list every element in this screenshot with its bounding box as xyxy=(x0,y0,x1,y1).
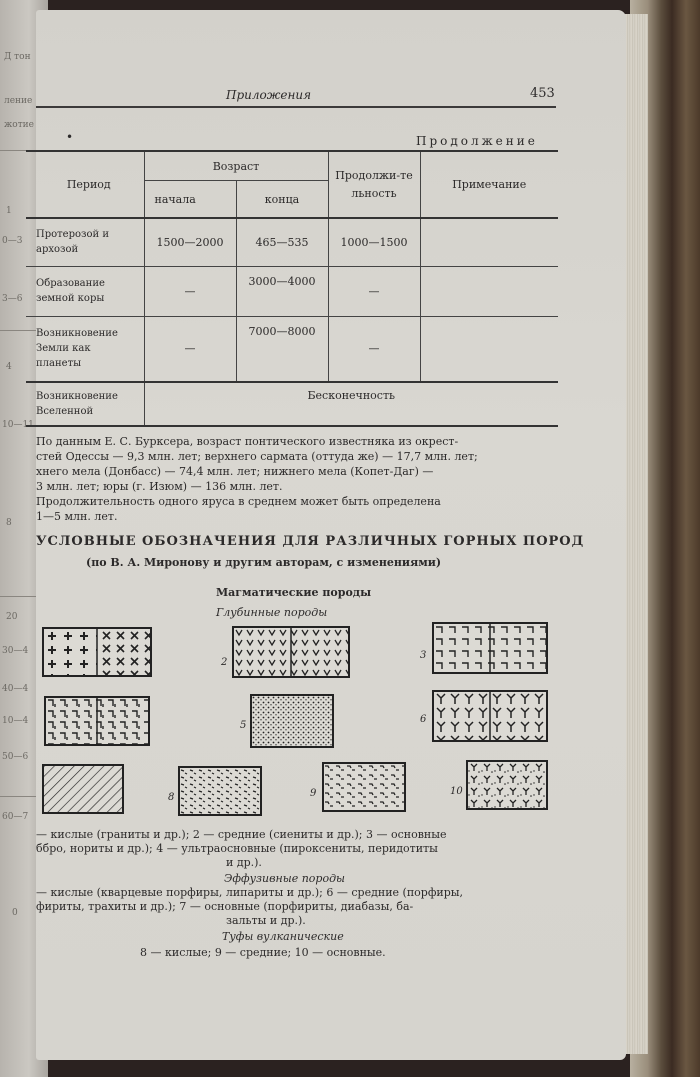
margin-mark: 3—6 xyxy=(2,294,23,304)
margin-rule xyxy=(0,596,38,597)
rock-swatch-gabbro xyxy=(432,622,548,674)
row-duration: — xyxy=(328,266,420,316)
y-dots-pattern xyxy=(468,762,546,808)
legend-line: 8 — кислые; 9 — средние; 10 — основные. xyxy=(140,946,386,959)
col-header-note: Примечание xyxy=(420,151,558,218)
rock-swatch-basalt xyxy=(42,764,124,814)
row-duration: — xyxy=(328,316,420,382)
margin-mark: жотие xyxy=(4,120,35,130)
section-subtitle: (по В. А. Миронову и другим авторам, с изменениями) xyxy=(86,556,442,569)
rock-swatch-ultrabasic xyxy=(44,696,150,746)
rock-swatch-granite xyxy=(42,627,152,677)
swatch-number: 8 xyxy=(168,792,175,803)
legend-line: и др.). xyxy=(226,856,262,869)
dash-pattern xyxy=(180,768,260,814)
footnote-line: По данным Е. С. Бурксера, возраст понтического известняка из окрест- xyxy=(36,435,459,448)
row-note xyxy=(420,316,558,382)
v-pattern xyxy=(234,628,348,676)
margin-mark: 0—3 xyxy=(2,236,23,246)
continuation-label: Продолжение xyxy=(416,134,538,148)
rock-swatch-acid-tuff xyxy=(178,766,262,816)
col-header-start: начала xyxy=(144,181,236,219)
footnote-line: хнего мела (Донбасс) — 74,4 млн. лет; нижнего мела (Копет-Даг) — xyxy=(36,465,434,478)
col-header-duration xyxy=(328,151,420,218)
y-pattern xyxy=(434,692,546,740)
row-start: 1500—2000 xyxy=(144,218,236,266)
group-title: Магматические породы xyxy=(216,586,372,599)
margin-mark: 4 xyxy=(6,362,12,372)
tuff-title: Туфы вулканические xyxy=(222,930,344,943)
legend-line: — кислые (граниты и др.); 2 — средние (сиениты и др.); 3 — основные xyxy=(36,828,447,841)
squiggle-pattern xyxy=(324,764,404,810)
table-row xyxy=(26,218,558,266)
hatch-pattern xyxy=(44,766,122,812)
footnote-line: 3 млн. лет; юры (г. Изюм) — 136 млн. лет. xyxy=(36,480,283,493)
margin-rule xyxy=(0,796,40,797)
effusive-title: Эффузивные породы xyxy=(224,872,346,885)
row-period xyxy=(26,316,144,382)
table-row xyxy=(26,382,558,426)
col-header-duration-text: Продолжи-тельность xyxy=(335,168,413,200)
swatch-number: 10 xyxy=(450,786,463,797)
col-header-end: конца xyxy=(236,181,328,219)
row-end: 7000—8000 xyxy=(236,316,328,382)
swatch-number: 2 xyxy=(221,657,228,668)
margin-mark: 50—6 xyxy=(2,752,29,762)
footnote-line: 1—5 млн. лет. xyxy=(36,510,118,523)
header-rule xyxy=(36,106,556,108)
swatch-number: 3 xyxy=(420,650,427,661)
rock-swatch-syenite xyxy=(232,626,350,678)
row-end: 3000—4000 xyxy=(236,266,328,316)
swatch-number: 6 xyxy=(420,714,427,725)
margin-mark: ление xyxy=(4,96,33,106)
section-title: УСЛОВНЫЕ ОБОЗНАЧЕНИЯ ДЛЯ РАЗЛИЧНЫХ ГОРНЫХ ПОРОД xyxy=(36,534,585,549)
rock-swatch-quartz-porphyry xyxy=(250,694,334,748)
row-note xyxy=(420,218,558,266)
row-period xyxy=(26,382,144,426)
margin-mark: 10—11 xyxy=(2,420,34,430)
footnote-line: Продолжительность одного яруса в среднем может быть определена xyxy=(36,495,441,508)
margin-mark: 1 xyxy=(6,206,12,216)
legend-line: — кислые (кварцевые порфиры, липариты и др.); 6 — средние (порфиры, xyxy=(36,886,464,899)
row-period-text: Протерозой и архозой xyxy=(36,229,109,256)
footnote-line: стей Одессы — 9,3 млн. лет; верхнего сармата (оттуда же) — 17,7 млн. лет; xyxy=(36,450,478,463)
table-row xyxy=(26,316,558,382)
row-period-text: Возникновение Вселенной xyxy=(36,391,118,417)
legend-line: фириты, трахиты и др.); 7 — основные (порфириты, диабазы, ба- xyxy=(36,900,414,913)
hook-pattern xyxy=(434,624,546,672)
row-period-text: Возникновение Земли как планеты xyxy=(36,328,118,370)
swatch-number: 9 xyxy=(310,788,317,799)
row-period-text: Образование земной коры xyxy=(36,278,105,304)
margin-mark: 20 xyxy=(6,612,18,622)
dots-pattern xyxy=(252,696,332,746)
margin-mark: 10—4 xyxy=(2,716,29,726)
geologic-age-table xyxy=(26,150,558,427)
subgroup-title: Глубинные породы xyxy=(216,606,328,619)
table-row xyxy=(26,266,558,316)
bullet-mark: • xyxy=(66,130,74,144)
col-header-period: Период xyxy=(26,151,144,218)
crosses-pattern xyxy=(44,629,150,675)
legend-line: ббро, нориты и др.); 4 — ультраосновные (пироксениты, перидотиты xyxy=(36,842,438,855)
col-header-age: Возраст xyxy=(144,151,328,181)
rock-swatch-basic-tuff xyxy=(466,760,548,810)
margin-mark: 8 xyxy=(6,518,12,528)
hook-pattern xyxy=(46,698,148,744)
row-merged-value: Бесконечность xyxy=(144,382,558,426)
margin-mark: 60—7 xyxy=(2,812,29,822)
margin-mark: Д тон xyxy=(4,52,31,62)
margin-mark: 30—4 xyxy=(2,646,29,656)
book-page xyxy=(36,10,626,1060)
row-start: — xyxy=(144,316,236,382)
legend-line: зальты и др.). xyxy=(226,914,306,927)
rock-swatch-intermediate-tuff xyxy=(322,762,406,812)
row-start: — xyxy=(144,266,236,316)
row-period xyxy=(26,266,144,316)
row-period xyxy=(26,218,144,266)
margin-mark: 0 xyxy=(12,908,18,918)
rock-swatch-porphyry xyxy=(432,690,548,742)
running-header-title: Приложения xyxy=(226,88,312,102)
margin-mark: 40—4 xyxy=(2,684,29,694)
row-duration: 1000—1500 xyxy=(328,218,420,266)
page-number: 453 xyxy=(530,86,555,101)
swatch-number: 5 xyxy=(240,720,247,731)
row-note xyxy=(420,266,558,316)
row-end: 465—535 xyxy=(236,218,328,266)
